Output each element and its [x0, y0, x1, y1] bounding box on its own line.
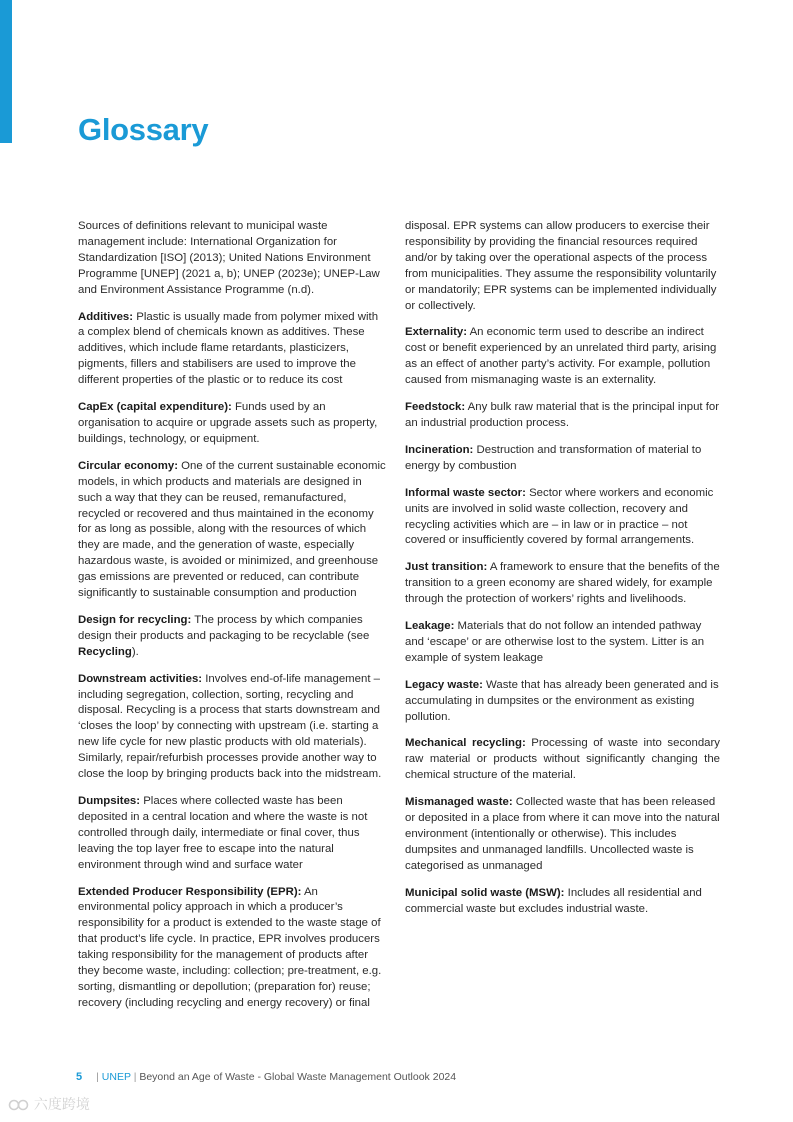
term-definition: Waste that has already been generated and is accumulating in dumpsites or the environment as existing pollution.	[405, 678, 719, 723]
term-label: Mechanical recycling:	[405, 737, 526, 750]
term-label: Feedstock:	[405, 401, 466, 414]
term-definition: Funds used by an organisation to acquire or upgrade assets such as property, buildings, technology, or equipment.	[78, 401, 378, 445]
entry-incineration	[405, 443, 720, 475]
term-label: Circular economy:	[78, 459, 179, 472]
left-column	[78, 219, 386, 1023]
term-definition: Places where collected waste has been deposited in a central location and where the waste is not controlled through daily, intermediate or final cover, thus leaving the top layer free to escape into the natural environment through wind and surface water	[78, 795, 368, 871]
term-label: Legacy waste:	[405, 678, 483, 691]
entry-informal-waste-sector	[405, 486, 720, 550]
entry-capex	[78, 400, 386, 448]
entry-municipal-solid-waste	[405, 886, 720, 918]
term-label: Incineration:	[405, 443, 474, 456]
term-label: Mismanaged waste:	[405, 796, 513, 809]
term-definition: Destruction and transformation of material to energy by combustion	[405, 443, 702, 472]
right-column	[405, 219, 720, 929]
cross-reference: Recycling	[78, 645, 132, 658]
term-label: Extended Producer Responsibility (EPR):	[78, 885, 302, 898]
term-label: Leakage:	[405, 620, 455, 633]
entry-leakage	[405, 619, 720, 667]
entry-epr	[78, 885, 386, 1012]
term-definition: Any bulk raw material that is the principal input for an industrial production process.	[405, 401, 720, 429]
term-label: Informal waste sector:	[405, 486, 526, 499]
entry-design-for-recycling	[78, 613, 386, 661]
term-definition: Processing of waste into secondary raw material or products without significantly changing the chemical structure of the material.	[405, 737, 720, 782]
entry-circular-economy	[78, 459, 386, 602]
accent-bar	[0, 0, 12, 143]
watermark	[8, 1094, 90, 1114]
entry-downstream-activities	[78, 672, 386, 783]
entry-dumpsites	[78, 794, 386, 874]
term-label: Additives:	[78, 310, 134, 323]
term-definition: An environmental policy approach in which a producer’s responsibility for a product is extended to the waste stage of that product’s life cycle. In practice, EPR involves producers taking responsibility for the management of products after they become waste, including: collection; pre-treatment, e.g. sorting, dismantling or depollution; (preparation for) reuse; recovery (including recycling and energy recovery) or final	[78, 885, 382, 1009]
term-definition: Plastic is usually made from polymer mixed with a complex blend of chemicals known as additives. These additives, which include flame retardants, plasticizers, pigments, fillers and stabilisers are used to improve the different properties of the plastic or to reduce its cost	[78, 310, 379, 387]
entry-epr-continued: disposal. EPR systems can allow producers to exercise their responsibility by providing the financial resources required and/or by taking over the operational aspects of the process from municipalities. They assume the responsibility voluntarily or mandatorily; EPR systems can be implemented individually or collectively.	[405, 220, 717, 312]
term-label: Externality:	[405, 326, 468, 339]
page-number: 5	[76, 1071, 83, 1083]
term-definition: Involves end-of-life management – including segregation, collection, sorting, recycling and disposal. Recycling is a process that starts downstream and ‘closes the loop’ by connecting with upstream (i.e. starting a new life cycle for new plastic products with old materials). Similarly, repair/refurbish processes provide another way to close the loop by bringing products back into the midstream.	[78, 672, 382, 781]
entry-externality	[405, 325, 720, 389]
entry-mechanical-recycling	[405, 736, 720, 784]
entry-feedstock	[405, 400, 720, 432]
term-definition: Includes all residential and commercial waste but excludes industrial waste.	[405, 886, 702, 915]
watermark-text: 六度跨境	[33, 1096, 90, 1112]
term-definition: The process by which companies design their products and packaging to be recyclable (see	[78, 613, 370, 642]
entry-additives	[78, 310, 386, 390]
page-title: Glossary	[78, 112, 209, 147]
page-footer	[76, 1071, 456, 1083]
footer-separator: |	[133, 1071, 137, 1083]
entry-just-transition	[405, 560, 720, 608]
watermark-logo-icon	[8, 1098, 30, 1112]
term-label: Design for recycling:	[78, 613, 192, 626]
term-definition: A framework to ensure that the benefits of the transition to a green economy are shared widely, for example through the protection of workers’ rights and livelihoods.	[405, 561, 720, 606]
term-definition: Sector where workers and economic units are involved in solid waste collection, recovery and recycling activities which are – in law or in practice – not covered or insufficiently covered by formal arrangements.	[405, 486, 714, 547]
intro-paragraph: Sources of definitions relevant to municipal waste management include: International Organization for Standardization [ISO] (2013); United Nations Environment Programme [UNEP] (2021 a, b); UNEP (2023e); UNEP-Law and Environment Assistance Programme (n.d).	[78, 220, 380, 296]
term-definition: An economic term used to describe an indirect cost or benefit experienced by an unrelated third party, arising as an effect of another party’s activity. For example, pollution caused from mismanaging waste is an externality.	[405, 326, 717, 387]
footer-separator: |	[96, 1071, 99, 1083]
term-label: Downstream activities:	[78, 672, 203, 685]
term-label: CapEx (capital expenditure):	[78, 401, 232, 414]
term-label: Just transition:	[405, 561, 488, 574]
term-definition: Materials that do not follow an intended pathway and ‘escape’ or are otherwise lost to the system. Litter is an example of system leakage	[405, 620, 705, 664]
entry-legacy-waste	[405, 678, 720, 726]
term-definition: Collected waste that has been released or deposited in a place from where it can move into the natural environment (intentionally or otherwise). This includes dumpsites and unmanaged landfills. Uncollected waste is categorised as unmanaged	[405, 796, 720, 872]
footer-org: UNEP	[101, 1071, 131, 1083]
term-label: Dumpsites:	[78, 795, 141, 807]
entry-mismanaged-waste	[405, 795, 720, 875]
term-definition-tail: ).	[131, 645, 139, 658]
term-label: Municipal solid waste (MSW):	[405, 886, 565, 899]
footer-publication: Beyond an Age of Waste - Global Waste Management Outlook 2024	[139, 1071, 457, 1083]
term-definition: One of the current sustainable economic models, in which products and materials are designed in such a way that they can be reused, remanufactured, recycled or recovered and thus maintained in the economy for as long as possible, along with the resources of which they are made, and the generation of waste, especially hazardous waste, is avoided or minimized, and greenhouse gas emissions are prevented or reduced, can contribute significantly to sustainable consumption and production	[78, 459, 386, 600]
